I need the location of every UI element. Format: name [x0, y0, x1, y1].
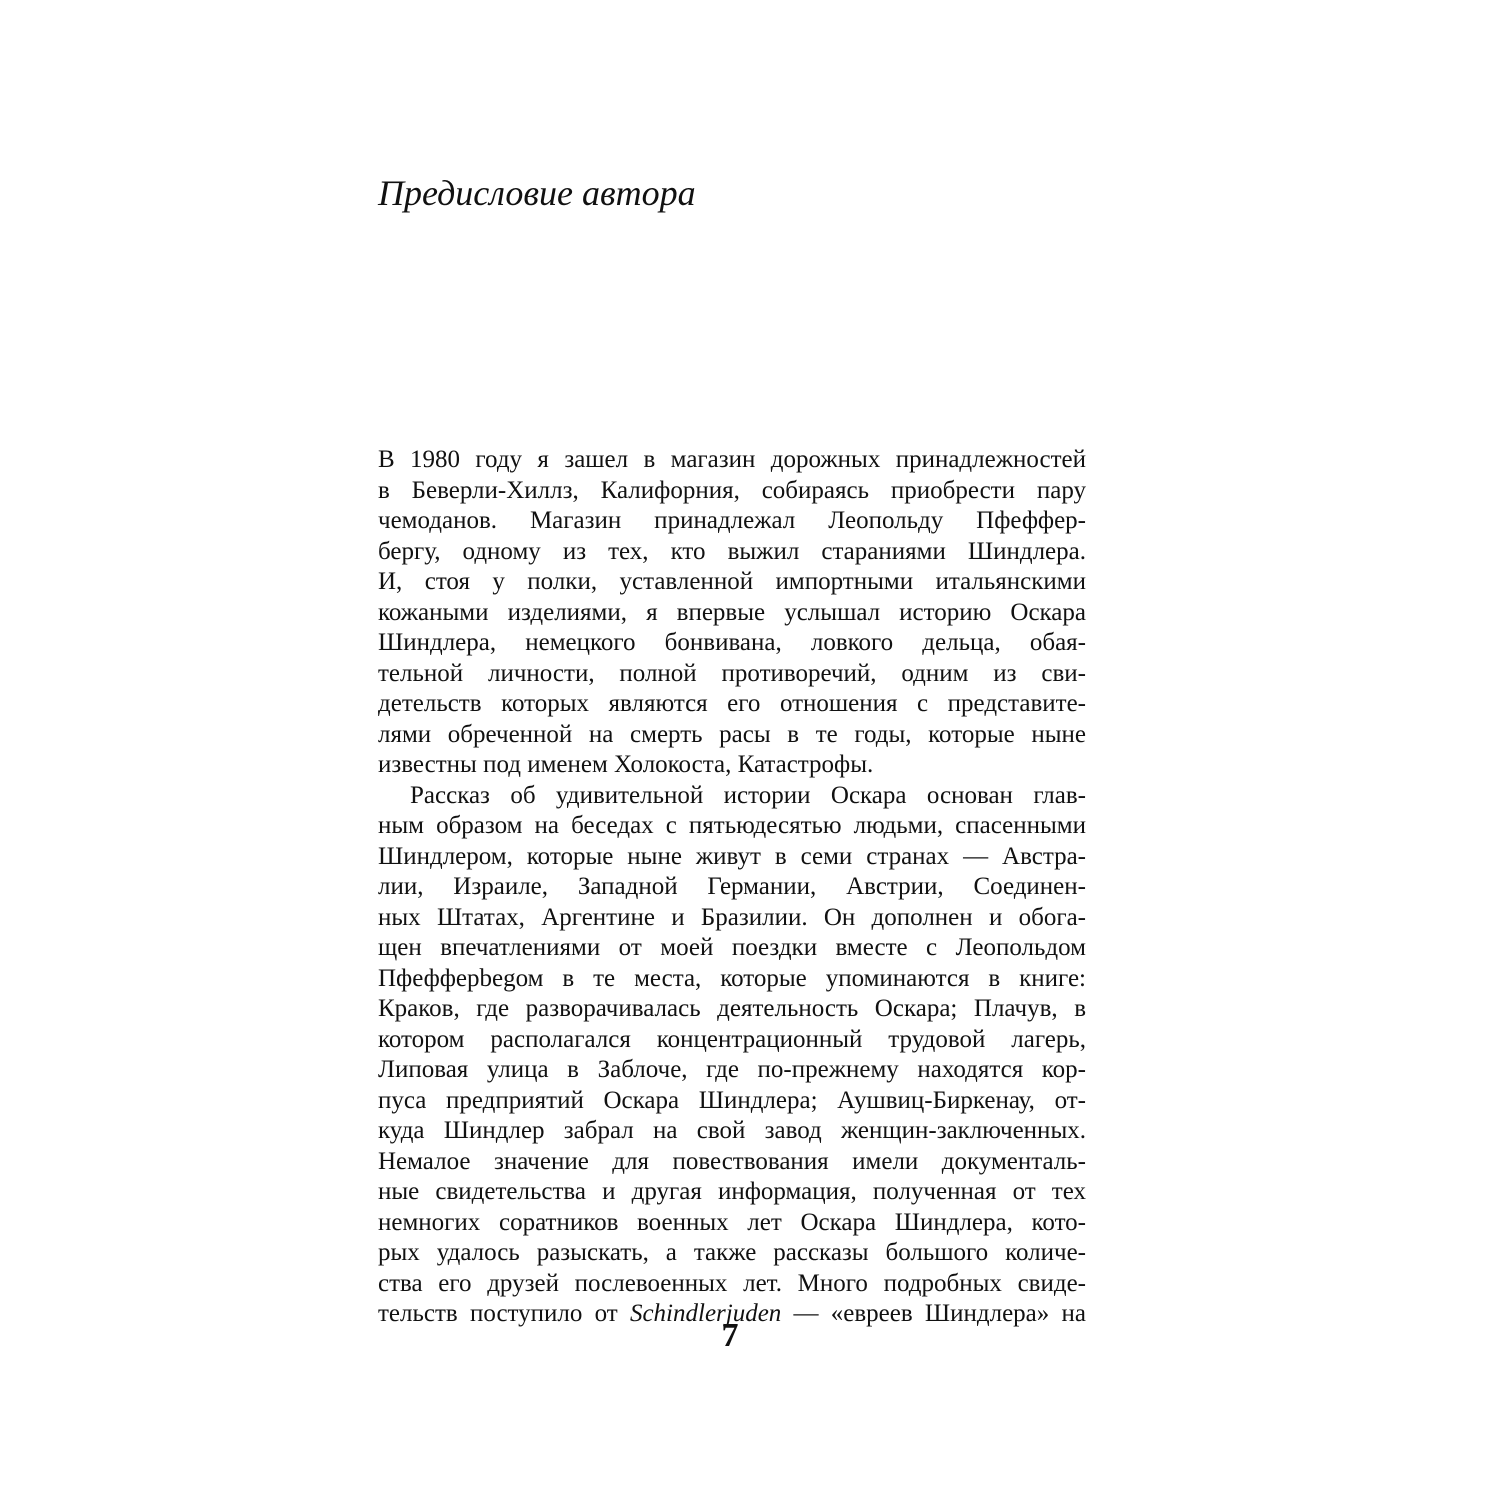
- text-line: И, стоя у полки, уставленной импортными итальянскими: [378, 568, 1086, 595]
- text-line: тельной личности, полной противоречий, одним из сви-: [378, 659, 1086, 687]
- text-line: Краков, где разворачивалась деятельность Оскара; Плачув, в: [378, 995, 1086, 1022]
- chapter-title: Предисловие автора: [378, 173, 696, 213]
- text-line: Немалое значение для повествования имели документаль-: [378, 1147, 1086, 1175]
- text-line: Пфефферbegом в те места, которые упоминаются в книге:: [378, 964, 1086, 992]
- text-line: В 1980 году я зашел в магазин дорожных принадлежностей: [378, 446, 1086, 473]
- text-line: пуса предприятий Оскара Шиндлера; Аушвиц-Биркенау, от-: [378, 1086, 1086, 1114]
- text-line: чемоданов. Магазин принадлежал Леопольду Пфеффер-: [378, 507, 1086, 534]
- text-line: лии, Израиле, Западной Германии, Австрии, Соединен-: [378, 873, 1086, 900]
- text-line: ства его друзей послевоенных лет. Много подробных свиде-: [378, 1269, 1086, 1297]
- text-line: котором располагался концентрационный трудовой лагерь,: [378, 1025, 1086, 1053]
- text-fragment: — «евреев Шиндлера» на: [781, 1300, 1086, 1327]
- text-line: лями обреченной на смерть расы в те годы, которые ныне: [378, 720, 1086, 748]
- text-line: ные свидетельства и другая информация, полученная от тех: [378, 1178, 1086, 1205]
- text-fragment: тельств поступило от: [378, 1300, 630, 1327]
- text-line: Шиндлера, немецкого бонвивана, ловкого дельца, обая-: [378, 629, 1086, 656]
- foreign-term: Schindlerjuden: [629, 1300, 782, 1327]
- text-line: Рассказ об удивительной истории Оскара основан глав-: [410, 781, 1086, 809]
- text-line: немногих соратников военных лет Оскара Шиндлера, кото-: [378, 1208, 1086, 1236]
- text-line: ных Штатах, Аргентине и Бразилии. Он дополнен и обога-: [378, 903, 1086, 931]
- text-line: куда Шиндлер забрал на свой завод женщин-заключенных.: [378, 1117, 1086, 1144]
- text-line: детельств которых являются его отношения с представите-: [378, 690, 1086, 717]
- page-number: 7: [721, 1317, 739, 1354]
- body-text: [378, 445, 1086, 1330]
- text-line: Шиндлером, которые ныне живут в семи странах — Австра-: [378, 842, 1086, 870]
- text-line: кожаными изделиями, я впервые услышал историю Оскара: [378, 598, 1086, 626]
- text-line: рых удалось разыскать, а также рассказы большого количе-: [378, 1239, 1086, 1266]
- text-line: известны под именем Холокоста, Катастрофы.: [378, 751, 874, 778]
- text-line: щен впечатлениями от моей поездки вместе с Леопольдом: [378, 934, 1086, 961]
- text-line: бергу, одному из тех, кто выжил стараниями Шиндлера.: [378, 537, 1086, 565]
- text-line: Липовая улица в Заблоче, где по-прежнему находятся кор-: [378, 1056, 1086, 1083]
- text-line: в Беверли-Хиллз, Калифорния, собираясь приобрести пару: [378, 476, 1086, 504]
- text-line: ным образом на беседах с пятьюдесятью людьми, спасенными: [378, 812, 1086, 839]
